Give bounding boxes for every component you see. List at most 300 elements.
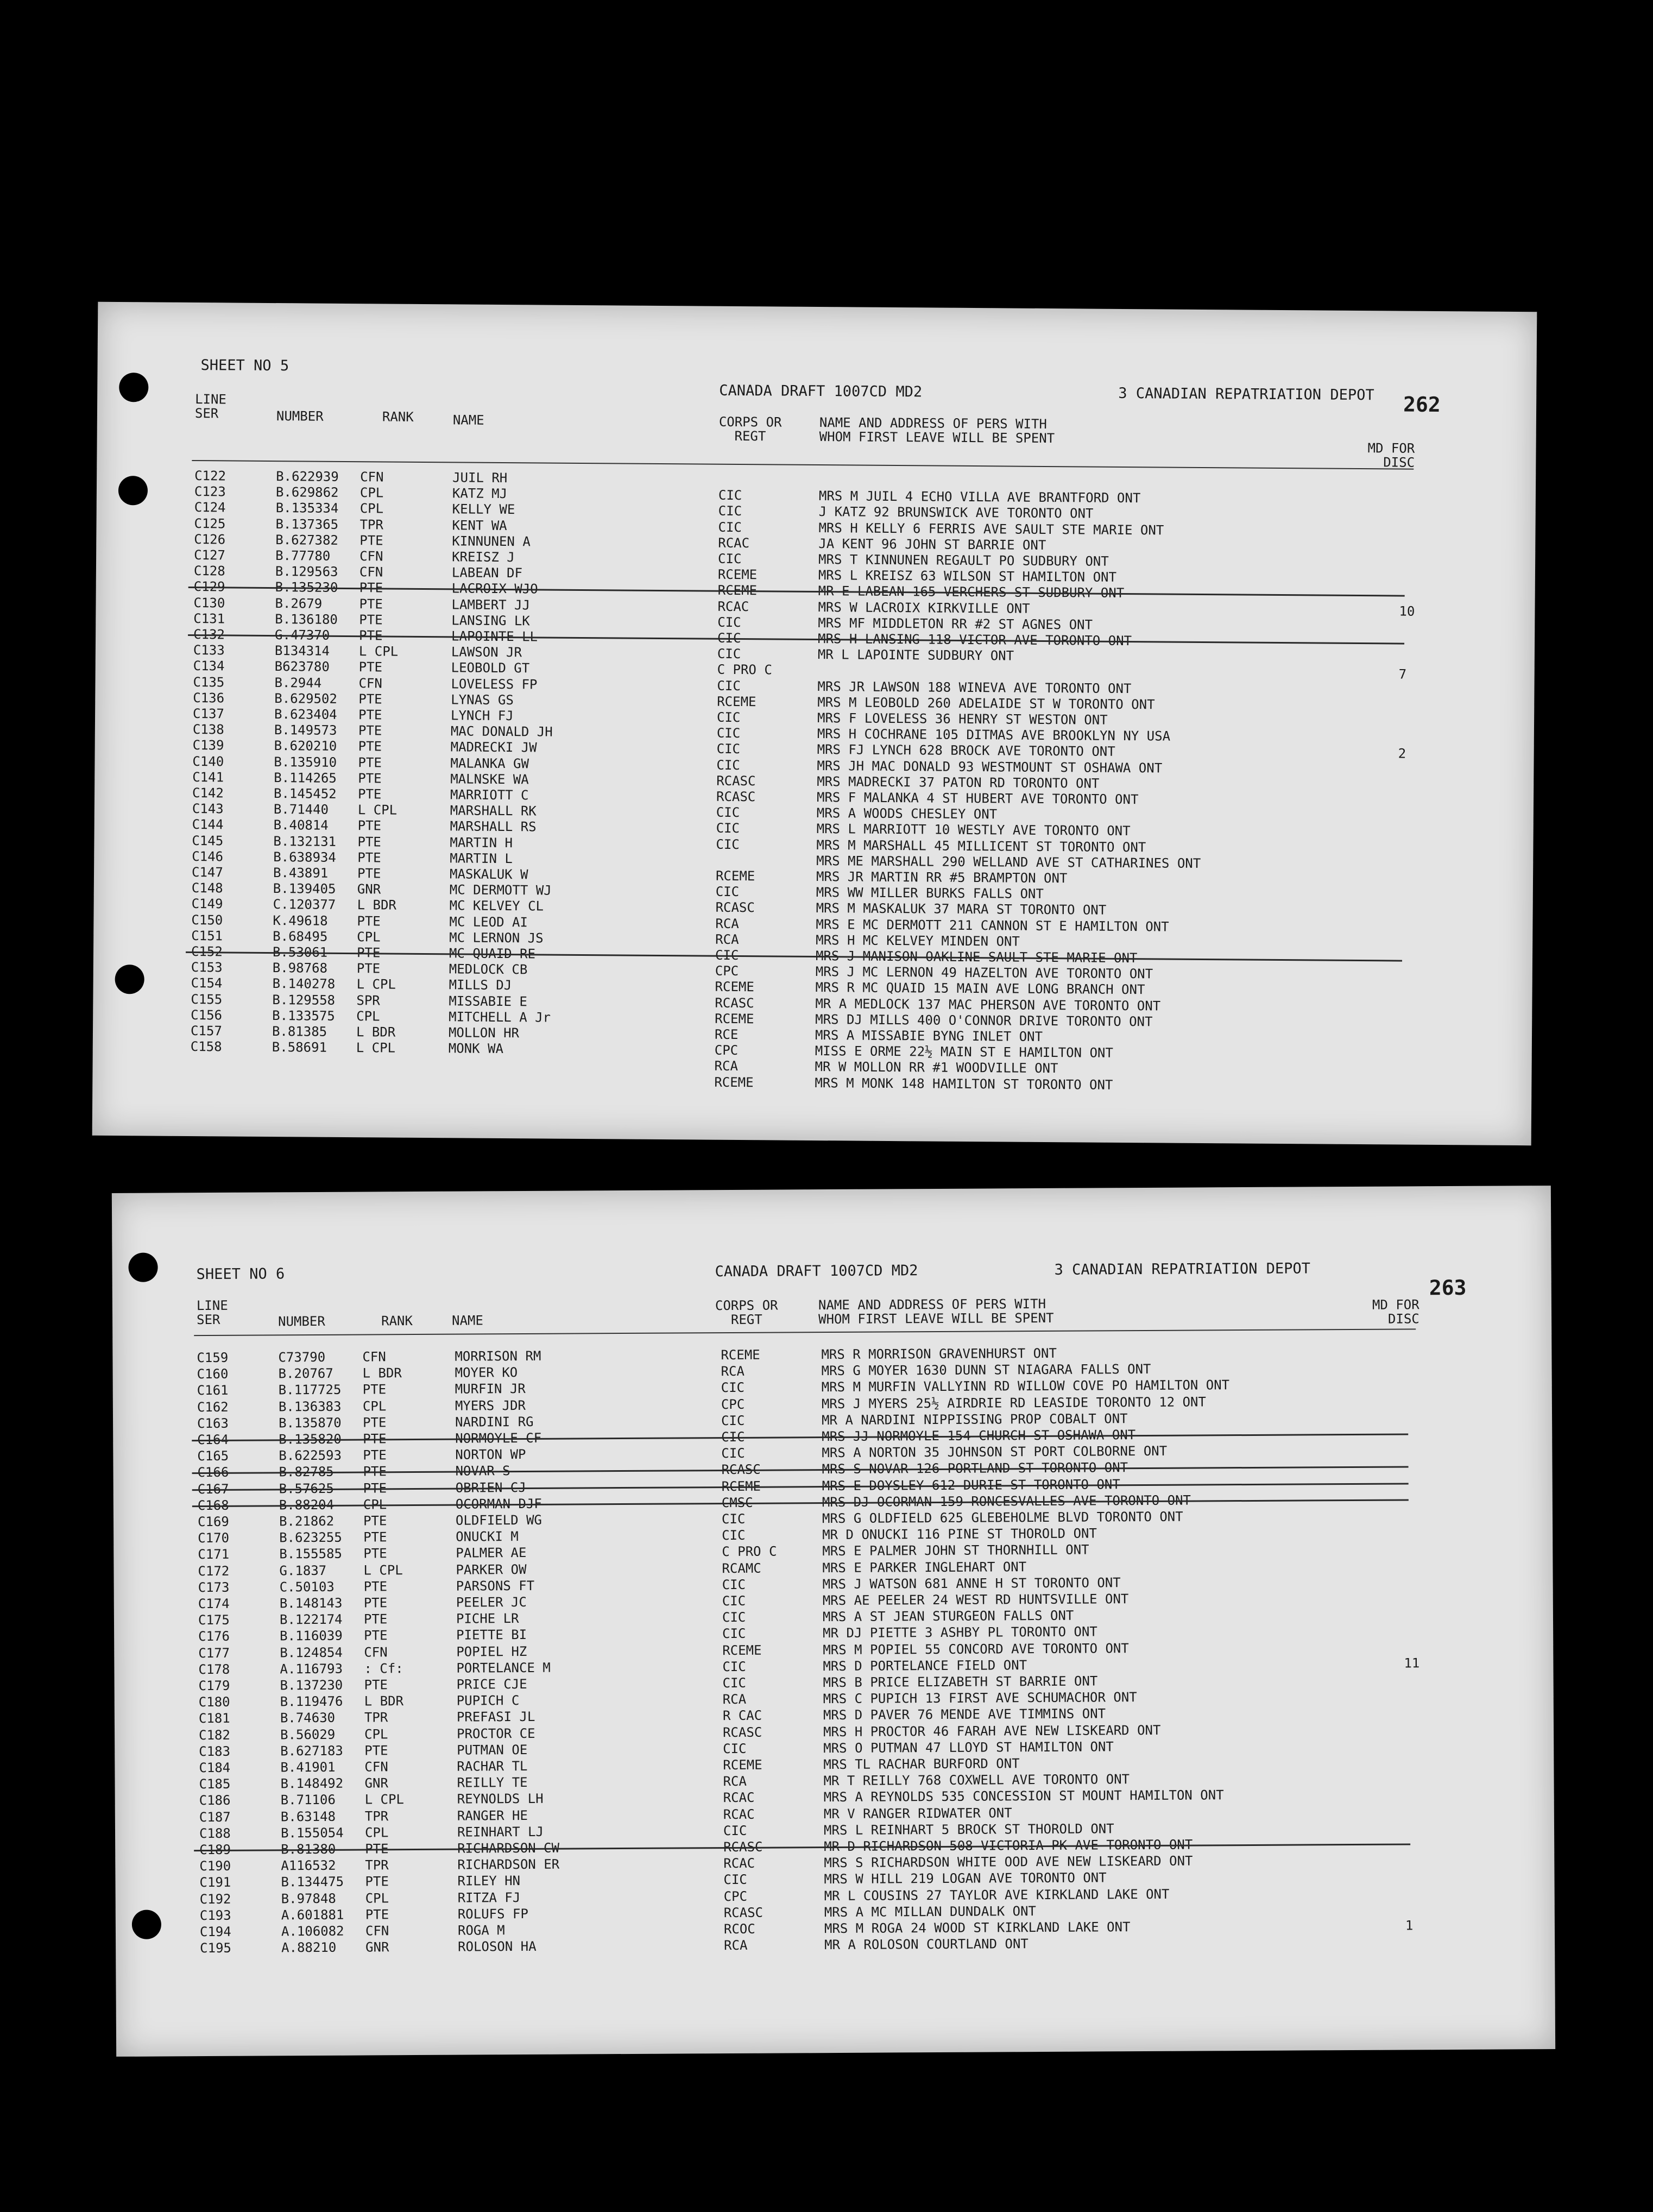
soldier-name: MASKALUK W	[449, 866, 528, 883]
col-rank-header: RANK	[382, 409, 414, 425]
leave-address: MR T REILLY 768 COXWELL AVE TORONTO ONT	[823, 1772, 1130, 1789]
corps-regt: RCEME	[722, 1642, 762, 1658]
rank: L CPL	[356, 976, 396, 993]
leave-address: MRS O PUTMAN 47 LLOYD ST HAMILTON ONT	[823, 1739, 1114, 1756]
leave-address: MRS D PORTELANCE FIELD ONT	[823, 1657, 1027, 1674]
line-ser: C164	[197, 1432, 229, 1448]
corps-regt: RCAC	[723, 1855, 755, 1871]
rank: PTE	[364, 1677, 388, 1693]
service-number: B.81385	[272, 1024, 327, 1039]
corps-regt: CIC	[721, 1429, 745, 1445]
line-ser: C131	[193, 610, 225, 627]
rank: PTE	[358, 691, 382, 707]
rank: L CPL	[358, 644, 399, 659]
col-line-header: LINE SER	[196, 1297, 228, 1328]
corps-regt: RCAC	[717, 598, 749, 614]
service-number: B.81380	[281, 1841, 336, 1857]
md-for-disc: 7	[1398, 666, 1407, 682]
leave-address: MRS S NOVAR 126 PORTLAND ST TORONTO ONT	[822, 1460, 1128, 1477]
col-number-header: NUMBER	[276, 408, 324, 424]
line-ser: C181	[198, 1711, 230, 1726]
rank: PTE	[364, 1743, 388, 1759]
rank: TPR	[365, 1857, 389, 1873]
soldier-name: MADRECKI JW	[450, 739, 537, 755]
soldier-name: NORTON WP	[455, 1447, 526, 1463]
service-number: B.57625	[279, 1480, 334, 1496]
line-ser: C172	[198, 1563, 230, 1579]
corps-regt: CIC	[723, 1823, 747, 1838]
rank: : Cf:	[364, 1660, 403, 1677]
corps-regt: CIC	[723, 1872, 747, 1888]
rank: CFN	[362, 1349, 386, 1365]
soldier-name: PARSONS FT	[456, 1578, 535, 1594]
rank: PTE	[365, 1907, 389, 1923]
soldier-name: PROCTOR CE	[457, 1725, 535, 1742]
leave-address: MRS B PRICE ELIZABETH ST BARRIE ONT	[823, 1673, 1098, 1691]
rank: GNR	[365, 1939, 389, 1955]
soldier-name: MARTIN L	[450, 850, 513, 866]
soldier-name: MALNSKE WA	[450, 771, 529, 787]
line-ser: C191	[199, 1875, 231, 1890]
rank: PTE	[364, 1628, 388, 1643]
line-ser: C130	[193, 595, 225, 611]
service-number: B.2944	[274, 675, 322, 691]
rank: PTE	[363, 1529, 387, 1545]
leave-address: MRS M MARSHALL 45 MILLICENT ST TORONTO ONT	[816, 837, 1146, 855]
rank: L CPL	[357, 802, 398, 818]
soldier-name: LABEAN DF	[451, 565, 523, 581]
service-number: B.622939	[276, 469, 339, 484]
soldier-name: MONK WA	[448, 1041, 504, 1057]
leave-address: MRS J MANISON OAKLINE SAULT STE MARIE ONT	[815, 948, 1138, 966]
line-ser: C163	[197, 1415, 229, 1431]
corps-regt: CIC	[722, 1577, 746, 1592]
service-number: B.638934	[273, 849, 336, 865]
corps-regt: CIC	[718, 519, 742, 535]
draft-title: CANADA DRAFT 1007CD MD2	[719, 382, 923, 401]
rank: TPR	[364, 1808, 389, 1824]
rank: CFN	[359, 564, 383, 580]
col-rank-header: RANK	[381, 1313, 413, 1329]
leave-address: MRS J MC LERNON 49 HAZELTON AVE TORONTO ONT	[815, 964, 1153, 982]
line-ser: C170	[198, 1530, 230, 1546]
service-number: C73790	[278, 1349, 326, 1365]
leave-address: MRS JR LAWSON 188 WINEVA AVE TORONTO ONT	[817, 678, 1132, 696]
rank: PTE	[359, 580, 383, 596]
leave-address: MRS TL RACHAR BURFORD ONT	[823, 1756, 1020, 1773]
leave-address: MRS R MORRISON GRAVENHURST ONT	[821, 1345, 1057, 1363]
rank: PTE	[362, 1382, 387, 1397]
soldier-name: RANGER HE	[457, 1807, 528, 1824]
line-ser: C127	[194, 547, 226, 563]
leave-address: MRS A NORTON 35 JOHNSON ST PORT COLBORNE ONT	[822, 1443, 1168, 1461]
soldier-name: MARRIOTT C	[450, 787, 529, 803]
corps-regt: RCEME	[717, 583, 758, 598]
col-name-header: NAME	[452, 1313, 483, 1328]
rank: PTE	[363, 1431, 387, 1447]
service-number: A.106082	[281, 1923, 344, 1939]
service-number: B.21862	[279, 1513, 335, 1529]
service-number: C.120377	[273, 897, 336, 913]
corps-regt: CIC	[715, 947, 739, 963]
line-ser: C167	[197, 1481, 229, 1497]
corps-regt: C PRO C	[717, 662, 772, 678]
leave-address: MR D ONUCKI 116 PINE ST THOROLD ONT	[822, 1526, 1097, 1543]
soldier-name: ROGA M	[457, 1923, 505, 1938]
rank: PTE	[365, 1841, 389, 1857]
leave-address: MRS A MISSABIE BYNG INLET ONT	[815, 1028, 1043, 1044]
rank: CPL	[359, 485, 384, 501]
service-number: G.1837	[279, 1562, 327, 1578]
service-number: B.56029	[280, 1726, 336, 1742]
soldier-name: OLDFIELD WG	[455, 1512, 542, 1528]
corps-regt: CIC	[722, 1626, 746, 1642]
corps-regt: CIC	[716, 836, 740, 852]
service-number: B.137230	[280, 1677, 343, 1693]
md-for-disc: 10	[1399, 603, 1415, 619]
rank: L CPL	[363, 1562, 403, 1578]
rank: PTE	[357, 786, 382, 802]
line-ser: C123	[194, 484, 226, 500]
line-ser: C183	[199, 1743, 231, 1759]
soldier-name: ONUCKI M	[456, 1529, 519, 1545]
line-ser: C195	[200, 1940, 232, 1956]
service-number: B.71440	[273, 802, 329, 817]
service-number: B.132131	[273, 833, 337, 849]
service-number: B.145452	[273, 786, 337, 802]
soldier-name: PRICE CJE	[456, 1676, 527, 1692]
line-ser: C166	[197, 1465, 229, 1480]
corps-regt: RCASC	[722, 1724, 762, 1740]
rank: TPR	[364, 1710, 388, 1725]
soldier-name: JUIL RH	[452, 470, 508, 486]
soldier-name: PORTELANCE M	[456, 1660, 551, 1676]
line-ser: C182	[199, 1727, 230, 1743]
rank: CPL	[363, 1497, 387, 1513]
line-ser: C155	[191, 991, 223, 1007]
service-number: B.135870	[279, 1415, 342, 1431]
line-ser: C148	[191, 880, 223, 896]
rank: CPL	[364, 1825, 389, 1841]
line-ser: C179	[198, 1678, 230, 1694]
corps-regt: RCA	[715, 931, 739, 947]
service-number: B.20767	[278, 1366, 333, 1382]
rank: PTE	[357, 849, 381, 866]
leave-address: MRS M JUIL 4 ECHO VILLA AVE BRANTFORD ONT	[818, 488, 1141, 506]
leave-address: MRS M ROGA 24 WOOD ST KIRKLAND LAKE ONT	[824, 1919, 1131, 1937]
corps-regt: CIC	[716, 725, 741, 741]
leave-address: MRS M POPIEL 55 CONCORD AVE TORONTO ONT	[823, 1640, 1129, 1658]
rank: PTE	[357, 818, 382, 834]
service-number: B.74630	[280, 1710, 336, 1726]
line-ser: C156	[191, 1007, 223, 1023]
corps-regt: CIC	[716, 757, 740, 773]
soldier-name: MISSABIE E	[449, 993, 528, 1009]
line-ser: C169	[197, 1514, 229, 1530]
line-ser: C177	[198, 1645, 230, 1661]
service-number: A.88210	[281, 1939, 337, 1956]
corps-regt: CIC	[718, 487, 742, 503]
corps-regt: RCAC	[723, 1806, 755, 1822]
corps-regt: CIC	[722, 1675, 747, 1691]
soldier-name: REINHART LJ	[457, 1824, 544, 1840]
service-number: B.71106	[280, 1792, 336, 1808]
service-number: B.148492	[280, 1775, 344, 1792]
rank: CFN	[358, 675, 382, 691]
leave-address: MRS H KELLY 6 FERRIS AVE SAULT STE MARIE ONT	[818, 520, 1164, 538]
service-number: B.135820	[279, 1431, 342, 1447]
leave-address: MRS A REYNOLDS 535 CONCESSION ST MOUNT HAMILTON ONT	[823, 1787, 1224, 1805]
line-ser: C122	[194, 468, 226, 484]
line-ser: C128	[193, 563, 225, 579]
leave-address: MRS H LANSING 118 VICTOR AVE TORONTO ONT	[817, 631, 1132, 649]
rank: PTE	[363, 1546, 387, 1561]
service-number: B.136180	[275, 611, 338, 627]
depot-title: 3 CANADIAN REPATRIATION DEPOT	[1054, 1260, 1311, 1278]
service-number: B.627183	[280, 1743, 343, 1759]
corps-regt: RCEME	[721, 1347, 760, 1363]
corps-regt: RCOC	[723, 1921, 755, 1937]
rank: L BDR	[356, 1024, 396, 1040]
leave-address: MRS E PALMER JOHN ST THORNHILL ONT	[822, 1542, 1089, 1559]
service-number: B.97848	[281, 1890, 336, 1906]
service-number: B.155054	[280, 1825, 344, 1841]
leave-address: MRS FJ LYNCH 628 BROCK AVE TORONTO ONT	[817, 742, 1115, 760]
sheet-number: SHEET NO 6	[196, 1265, 285, 1283]
soldier-name: MURFIN JR	[455, 1381, 526, 1397]
leave-address: MRS J MYERS 25½ AIRDRIE RD LEASIDE TORONTO 12 ONT	[821, 1394, 1206, 1411]
service-number: B.68495	[273, 928, 328, 944]
leave-address: MR L COUSINS 27 TAYLOR AVE KIRKLAND LAKE ONT	[824, 1886, 1170, 1904]
corps-regt: CIC	[716, 709, 741, 726]
rank: CFN	[360, 469, 384, 485]
leave-address: MRS E PARKER INGLEHART ONT	[822, 1559, 1027, 1576]
corps-regt: RCASC	[723, 1839, 763, 1855]
rank: PTE	[358, 754, 382, 771]
rank: PTE	[359, 532, 383, 549]
rank: PTE	[357, 913, 381, 929]
line-ser: C154	[191, 975, 223, 991]
line-ser: C150	[191, 912, 223, 928]
soldier-name: MOYER KO	[455, 1365, 518, 1381]
corps-regt: RCA	[722, 1692, 747, 1707]
corps-regt: CIC	[718, 551, 742, 567]
leave-address: MRS H MC KELVEY MINDEN ONT	[816, 932, 1020, 949]
line-ser: C145	[192, 833, 224, 848]
leave-address: MRS M LEOBOLD 260 ADELAIDE ST W TORONTO ONT	[817, 694, 1155, 713]
sheet-5	[92, 302, 1537, 1145]
soldier-name: MILLS DJ	[449, 977, 512, 993]
soldier-name: MYERS JDR	[455, 1397, 526, 1414]
rank: CPL	[357, 929, 381, 945]
line-ser: C188	[199, 1825, 231, 1841]
leave-address: MRS F MALANKA 4 ST HUBERT AVE TORONTO ONT	[816, 790, 1139, 808]
line-ser: C136	[193, 690, 225, 706]
service-number: B.629862	[275, 484, 339, 501]
col-address-header: NAME AND ADDRESS OF PERS WITH WHOM FIRST LEAVE WILL BE SPENT	[818, 1296, 1054, 1327]
service-number: B.88204	[279, 1497, 335, 1513]
soldier-name: RILEY HN	[457, 1873, 521, 1889]
rank: GNR	[364, 1775, 388, 1791]
corps-regt: CIC	[716, 741, 741, 757]
line-ser: C143	[192, 801, 224, 817]
service-number: B.139405	[273, 881, 336, 897]
soldier-name: REYNOLDS LH	[457, 1791, 544, 1807]
line-ser: C174	[198, 1596, 230, 1612]
leave-address: MRS M MONK 148 HAMILTON ST TORONTO ONT	[815, 1075, 1113, 1093]
line-ser: C189	[199, 1842, 231, 1858]
corps-regt: CPC	[723, 1888, 748, 1904]
line-ser: C137	[193, 706, 224, 722]
rank: L BDR	[362, 1365, 402, 1381]
corps-regt: RCASC	[716, 773, 756, 789]
leave-address: MRS ME MARSHALL 290 WELLAND AVE ST CATHARINES ONT	[816, 853, 1201, 871]
line-ser: C139	[192, 738, 224, 753]
leave-address: MRS JJ NORMOYLE 154 CHURCH ST OSHAWA ONT	[822, 1427, 1136, 1445]
rank: PTE	[363, 1513, 387, 1529]
service-number: B.40814	[273, 817, 329, 834]
col-corps-header: CORPS OR REGT	[715, 1297, 778, 1328]
leave-address: MRS C PUPICH 13 FIRST AVE SCHUMACHOR ONT	[823, 1690, 1137, 1707]
corps-regt: RCA	[724, 1938, 748, 1953]
leave-address: MRS M MASKALUK 37 MARA ST TORONTO ONT	[816, 900, 1107, 918]
rank: PTE	[358, 723, 382, 739]
soldier-name: PEELER JC	[456, 1594, 527, 1610]
rank: PTE	[358, 659, 383, 675]
corps-regt: CPC	[715, 963, 739, 979]
soldier-name: MC QUAID RE	[449, 946, 536, 962]
corps-regt: CIC	[717, 678, 741, 694]
line-ser: C184	[199, 1760, 231, 1776]
service-number: B.82785	[279, 1464, 334, 1480]
corps-regt: CIC	[716, 821, 740, 836]
service-number: B.134475	[281, 1874, 344, 1890]
rank: PTE	[356, 961, 381, 976]
rank: CPL	[362, 1398, 387, 1414]
rank: PTE	[363, 1447, 387, 1463]
line-ser: C192	[199, 1891, 231, 1907]
line-ser: C144	[192, 817, 224, 833]
corps-regt: RCAC	[718, 535, 750, 551]
leave-address: MRS E MC DERMOTT 211 CANNON ST E HAMILTON ONT	[816, 916, 1169, 935]
service-number: B.63148	[280, 1808, 336, 1824]
service-number: B.41901	[280, 1759, 336, 1775]
service-number: C.50103	[279, 1579, 335, 1595]
corps-regt: CIC	[721, 1446, 745, 1461]
line-ser: C185	[199, 1776, 231, 1792]
rank: PTE	[363, 1611, 388, 1627]
corps-regt: RCEME	[715, 868, 755, 884]
soldier-name: LACROIX WJO	[451, 581, 538, 597]
line-ser: C152	[191, 943, 223, 960]
line-ser: C180	[198, 1694, 230, 1710]
service-number: B.623404	[274, 707, 337, 722]
corps-regt: RCE	[714, 1026, 739, 1043]
corps-regt: CMSC	[721, 1495, 753, 1510]
rank: PTE	[357, 834, 381, 850]
line-ser: C161	[197, 1383, 229, 1398]
leave-address: MRS L REINHART 5 BROCK ST THOROLD ONT	[823, 1821, 1114, 1838]
punch-hole	[119, 373, 148, 402]
leave-address: MRS T KINNUNEN REGAULT PO SUDBURY ONT	[818, 552, 1109, 569]
leave-address: MRS W LACROIX KIRKVILLE ONT	[818, 599, 1030, 616]
sheet-number: SHEET NO 5	[200, 357, 289, 375]
col-md-header: MD FOR DISC	[1372, 1297, 1419, 1327]
soldier-name: LEOBOLD GT	[451, 660, 530, 676]
rank: PTE	[365, 1874, 389, 1889]
line-ser: C178	[198, 1661, 230, 1677]
leave-address: MR A MEDLOCK 137 MAC PHERSON AVE TORONTO ONT	[815, 995, 1161, 1014]
service-number: B.122174	[279, 1611, 343, 1628]
rank: PTE	[363, 1480, 387, 1496]
leave-address: MRS JH MAC DONALD 93 WESTMOUNT ST OSHAWA ONT	[817, 758, 1163, 776]
service-number: B.129563	[275, 564, 338, 580]
leave-address: MR A ROLOSON COURTLAND ONT	[824, 1936, 1029, 1953]
leave-address: MR DJ PIETTE 3 ASHBY PL TORONTO ONT	[823, 1624, 1097, 1641]
soldier-name: MC DERMOTT WJ	[449, 882, 552, 898]
soldier-name: LAPOINTE LL	[451, 628, 538, 645]
line-ser: C193	[199, 1907, 231, 1923]
service-number: B.133575	[272, 1007, 335, 1024]
soldier-name: PARKER OW	[456, 1561, 527, 1578]
corps-regt: CIC	[718, 503, 742, 519]
soldier-name: PICHE LR	[456, 1611, 519, 1627]
md-for-disc: 2	[1398, 746, 1406, 761]
punch-hole	[128, 1253, 157, 1282]
service-number: K.49618	[273, 912, 328, 929]
service-number: B.77780	[275, 548, 331, 564]
soldier-name: NORMOYLE CF	[455, 1430, 542, 1446]
rank: L BDR	[364, 1693, 404, 1709]
line-ser: C125	[194, 515, 226, 532]
rank: PTE	[359, 596, 383, 612]
corps-regt: RCEME	[714, 1074, 754, 1090]
service-number: A.601881	[281, 1907, 344, 1923]
corps-regt: RCA	[714, 1058, 739, 1074]
rank: PTE	[357, 866, 381, 881]
line-ser: C126	[194, 531, 226, 547]
rank: L CPL	[356, 1040, 396, 1056]
service-number: G.47370	[275, 627, 330, 643]
rank: PTE	[358, 739, 382, 754]
service-number: B.622593	[279, 1447, 342, 1464]
leave-address: MRS L MARRIOTT 10 WESTLY AVE TORONTO ONT	[816, 821, 1131, 839]
leave-address: MRS JR MARTIN RR #5 BRAMPTON ONT	[816, 869, 1068, 886]
leave-address: MRS MF MIDDLETON RR #2 ST AGNES ONT	[818, 615, 1093, 633]
col-number-header: NUMBER	[278, 1313, 325, 1329]
corps-regt: RCEME	[723, 1757, 762, 1773]
service-number: B.116039	[280, 1628, 343, 1644]
soldier-name: OCORMAN DJF	[455, 1496, 542, 1512]
soldier-name: NARDINI RG	[455, 1414, 534, 1430]
corps-regt: CIC	[715, 884, 740, 900]
sheet-6-rows	[99, 1343, 1538, 1956]
line-ser: C133	[193, 642, 225, 658]
corps-regt: RCEME	[715, 1011, 754, 1027]
soldier-name: LAMBERT JJ	[451, 596, 531, 613]
corps-regt: CIC	[722, 1593, 746, 1609]
service-number: B623780	[274, 659, 330, 675]
rank: PTE	[359, 612, 383, 628]
line-ser: C132	[193, 627, 225, 642]
service-number: B.98768	[272, 960, 328, 976]
soldier-name: MC LEOD AI	[449, 913, 528, 930]
rank: GNR	[357, 881, 381, 897]
rank: L BDR	[357, 897, 396, 913]
soldier-name: MARTIN H	[450, 834, 513, 850]
leave-address: MRS A ST JEAN STURGEON FALLS ONT	[822, 1608, 1074, 1625]
rank: CPL	[359, 501, 384, 516]
